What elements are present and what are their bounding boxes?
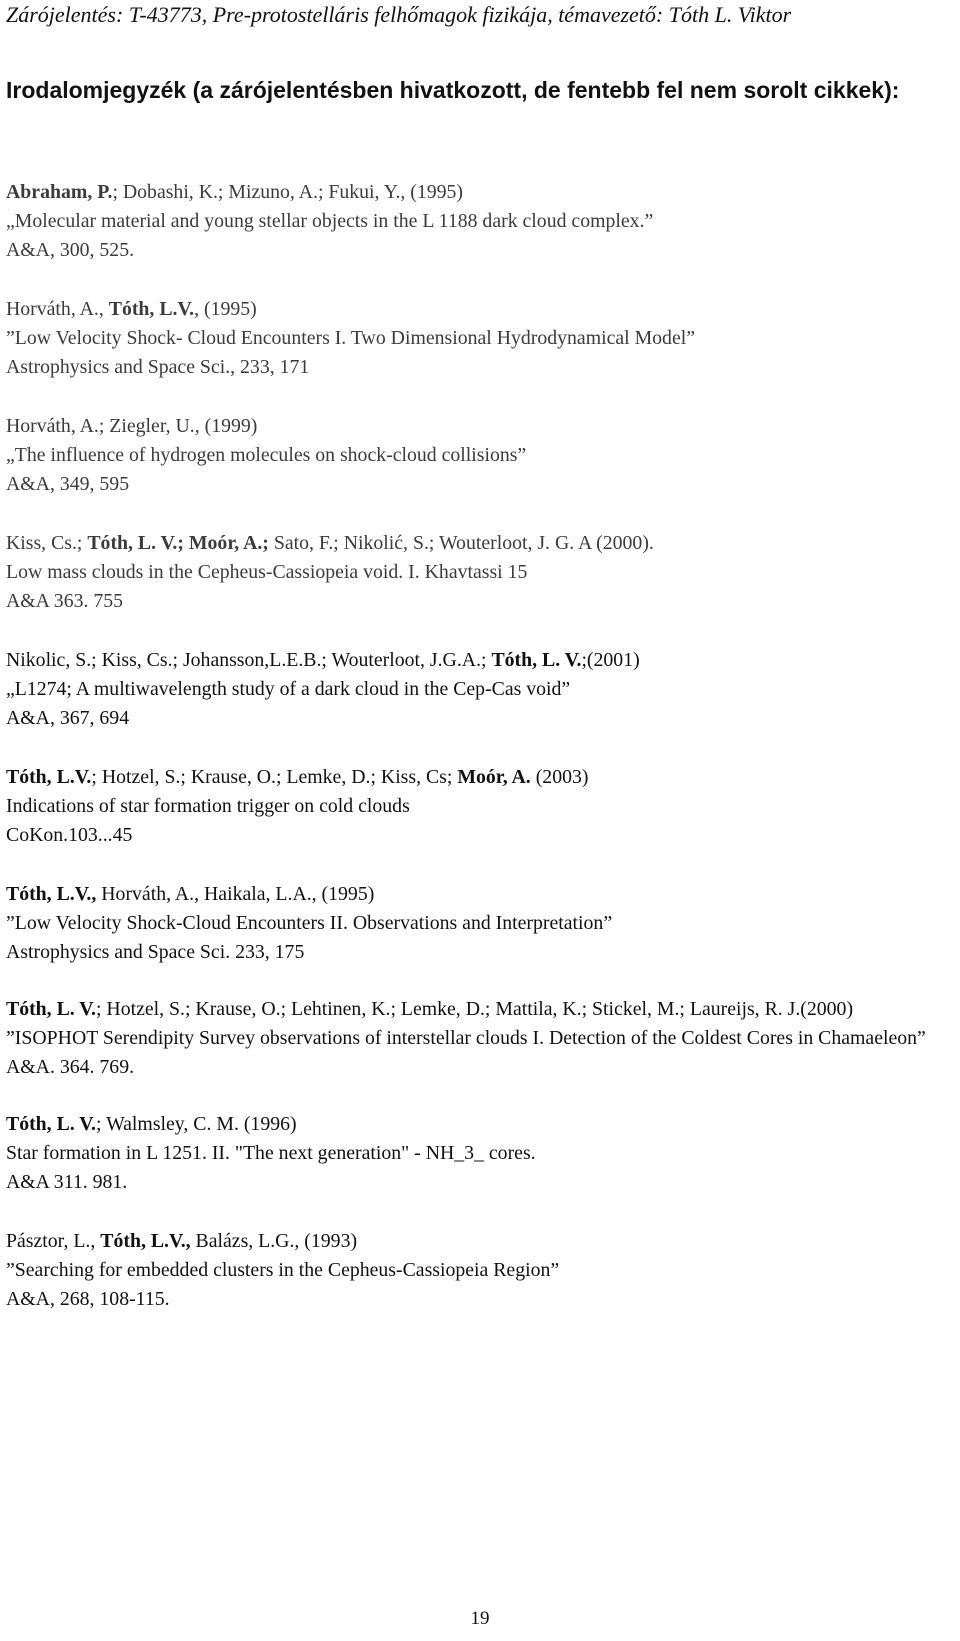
- reference-entry-abraham-1995: [6, 178, 951, 265]
- reference-entry-toth-horvath-1995: [6, 880, 951, 967]
- author-highlight: Tóth, L. V.: [6, 1113, 96, 1135]
- reference-authors: [6, 763, 951, 792]
- reference-authors: [6, 1227, 951, 1256]
- reference-source: CoKon.103...45: [6, 824, 133, 846]
- reference-authors: [6, 995, 951, 1024]
- reference-entry-kiss-2000: [6, 529, 951, 616]
- reference-source: A&A, 268, 108-115.: [6, 1288, 170, 1310]
- reference-title: Indications of star formation trigger on cold clouds: [6, 795, 410, 817]
- reference-entry-toth-2003: [6, 763, 951, 850]
- reference-authors: [6, 178, 951, 207]
- reference-source: Astrophysics and Space Sci. 233, 175: [6, 941, 305, 963]
- author-text: ; Hotzel, S.; Krause, O.; Lemke, D.; Kiss, Cs;: [91, 766, 458, 788]
- author-highlight: Tóth, L.V.,: [100, 1230, 191, 1252]
- reference-source: Astrophysics and Space Sci., 233, 171: [6, 356, 310, 378]
- author-text: Balázs, L.G., (1993): [190, 1230, 358, 1252]
- reference-title: Low mass clouds in the Cepheus-Cassiopeia void. I. Khavtassi 15: [6, 561, 528, 583]
- author-text: Sato, F.; Nikolić, S.; Wouterloot, J. G. A (2000).: [268, 532, 654, 554]
- reference-entry-nikolic-2001: [6, 646, 951, 733]
- running-header: Zárójelentés: T-43773, Pre-protostelláris felhőmagok fizikája, témavezető: Tóth L. Viktor: [6, 2, 792, 27]
- reference-title: ”Searching for embedded clusters in the Cepheus-Cassiopeia Region”: [6, 1259, 560, 1281]
- author-text: Nikolic, S.; Kiss, Cs.; Johansson,L.E.B.; Wouterloot, J.G.A.;: [6, 649, 492, 671]
- author-text: ; Hotzel, S.; Krause, O.; Lehtinen, K.; Lemke, D.; Mattila, K.; Stickel, M.; Laureijs, R. J.(2000): [95, 998, 854, 1020]
- reference-authors: [6, 529, 951, 558]
- author-highlight: Tóth, L. V.; Moór, A.;: [87, 532, 269, 554]
- reference-source: A&A 311. 981.: [6, 1171, 128, 1193]
- reference-title: ”Low Velocity Shock- Cloud Encounters I. Two Dimensional Hydrodynamical Model”: [6, 327, 695, 349]
- reference-source: A&A, 300, 525.: [6, 239, 135, 261]
- reference-authors: [6, 1110, 951, 1139]
- author-text: , (1995): [194, 298, 257, 320]
- author-text: Pásztor, L.,: [6, 1230, 101, 1252]
- reference-source: A&A, 367, 694: [6, 707, 130, 729]
- reference-entry-horvath-ziegler-1999: [6, 412, 951, 499]
- reference-authors: [6, 646, 951, 675]
- reference-list: [6, 178, 951, 1314]
- reference-source: A&A 363. 755: [6, 590, 124, 612]
- page-number: 19: [470, 1608, 490, 1629]
- reference-title: „L1274; A multiwavelength study of a dark cloud in the Cep-Cas void”: [6, 678, 571, 700]
- author-text: Horváth, A.; Ziegler, U., (1999): [6, 415, 258, 437]
- reference-entry-toth-walmsley-1996: [6, 1110, 951, 1197]
- reference-entry-horvath-toth-1995: [6, 295, 951, 382]
- author-highlight: Tóth, L.V.: [108, 298, 195, 320]
- reference-title: „Molecular material and young stellar objects in the L 1188 dark cloud complex.”: [6, 210, 654, 232]
- reference-authors: [6, 880, 951, 909]
- reference-source: A&A. 364. 769.: [6, 1056, 135, 1078]
- reference-entry-toth-2000: [6, 995, 951, 1082]
- reference-source: A&A, 349, 595: [6, 473, 130, 495]
- reference-title: ”Low Velocity Shock-Cloud Encounters II. Observations and Interpretation”: [6, 912, 613, 934]
- author-highlight: Tóth, L.V.,: [6, 883, 97, 905]
- reference-authors: [6, 412, 951, 441]
- author-text: ;(2001): [581, 649, 640, 671]
- author-text: ; Dobashi, K.; Mizuno, A.; Fukui, Y., (1995): [112, 181, 464, 203]
- reference-title: „The influence of hydrogen molecules on shock-cloud collisions”: [6, 444, 527, 466]
- section-heading: Irodalomjegyzék (a zárójelentésben hivatkozott, de fentebb fel nem sorolt cikkek):: [6, 77, 900, 103]
- reference-authors: [6, 295, 951, 324]
- author-text: Horváth, A., Haikala, L.A., (1995): [96, 883, 375, 905]
- author-text: (2003): [530, 766, 589, 788]
- author-highlight: Tóth, L. V.: [491, 649, 582, 671]
- author-highlight: Moór, A.: [457, 766, 531, 788]
- author-highlight: Tóth, L. V.: [6, 998, 96, 1020]
- reference-entry-pasztor-1993: [6, 1227, 951, 1314]
- reference-title: ”ISOPHOT Serendipity Survey observations of interstellar clouds I. Detection of the Coldest Cores in Chamaeleon”: [6, 1027, 926, 1049]
- author-text: Kiss, Cs.;: [6, 532, 88, 554]
- author-highlight: Abraham, P.: [6, 181, 113, 203]
- author-text: Horváth, A.,: [6, 298, 109, 320]
- author-text: ; Walmsley, C. M. (1996): [95, 1113, 297, 1135]
- author-highlight: Tóth, L.V.: [6, 766, 92, 788]
- reference-title: Star formation in L 1251. II. "The next generation" - NH_3_ cores.: [6, 1142, 536, 1164]
